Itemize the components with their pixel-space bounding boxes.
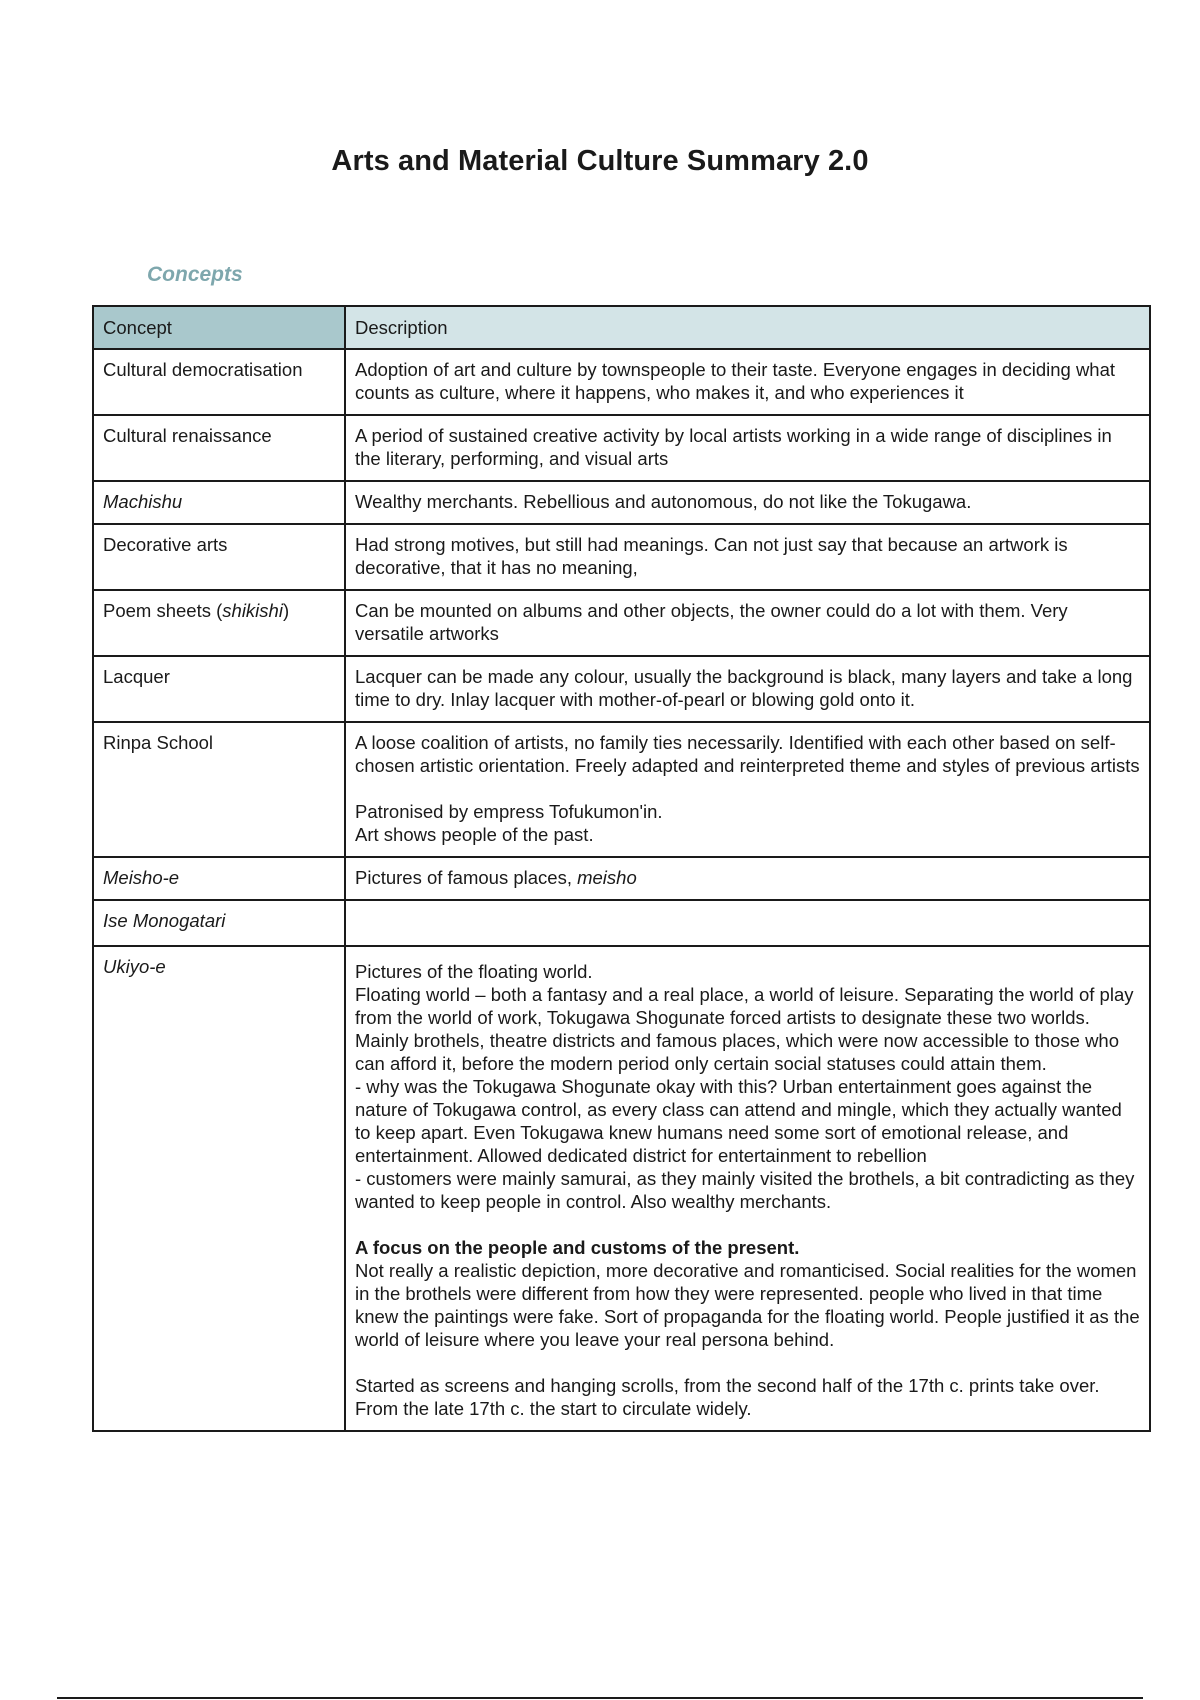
description-cell: A period of sustained creative activity by local artists working in a wide range of disciplines in the literary, performing, and visual arts: [345, 415, 1150, 481]
description-cell: Had strong motives, but still had meanings. Can not just say that because an artwork is decorative, that it has no meaning,: [345, 524, 1150, 590]
table-row: [93, 590, 1150, 656]
column-header-description: Description: [345, 306, 1150, 349]
description-paragraph: Patronised by empress Tofukumon'in.: [355, 801, 663, 822]
description-cell: [345, 722, 1150, 857]
table-row: [93, 656, 1150, 722]
description-cell: [345, 900, 1150, 946]
table-row: [93, 481, 1150, 524]
concept-cell: [93, 590, 345, 656]
concept-cell: Meisho-e: [93, 857, 345, 900]
description-cell: Adoption of art and culture by townspeople to their taste. Everyone engages in deciding what counts as culture, where it happens, who makes it, and who experiences it: [345, 349, 1150, 415]
concept-cell: Ukiyo-e: [93, 946, 345, 1431]
description-paragraph: Floating world – both a fantasy and a real place, a world of leisure. Separating the world of play from the world of work, Tokugawa Shogunate forced artists to designate these two worlds. Mainly brothels, theatre districts and famous places, which were now accessible to those who can afford it, before the modern period only certain social statuses could attain them.: [355, 984, 1134, 1074]
concept-cell: Rinpa School: [93, 722, 345, 857]
table-row: [93, 349, 1150, 415]
document-title: Arts and Material Culture Summary 2.0: [331, 145, 869, 177]
description-text: Pictures of famous places,: [355, 867, 578, 888]
table-row: [93, 524, 1150, 590]
section-heading-concepts: Concepts: [147, 263, 243, 286]
table-row: [93, 415, 1150, 481]
table-header-row: [93, 306, 1150, 349]
footer-divider: [57, 1697, 1143, 1699]
concept-cell: Lacquer: [93, 656, 345, 722]
description-cell: Can be mounted on albums and other objects, the owner could do a lot with them. Very versatile artworks: [345, 590, 1150, 656]
concept-text: ): [282, 600, 290, 621]
description-paragraph: Started as screens and hanging scrolls, from the second half of the 17th c. prints take over. From the late 17th c. the start to circulate widely.: [355, 1375, 1100, 1419]
concept-cell: Cultural renaissance: [93, 415, 345, 481]
description-paragraph: A loose coalition of artists, no family ties necessarily. Identified with each other based on self-chosen artistic orientation. Freely adapted and reinterpreted theme and styles of previous artists: [355, 732, 1140, 776]
description-paragraph: Art shows people of the past.: [355, 824, 594, 845]
table-row: [93, 900, 1150, 946]
concepts-table: [92, 305, 1151, 1432]
concept-cell: Cultural democratisation: [93, 349, 345, 415]
description-text-italic: meisho: [577, 867, 637, 888]
description-paragraph: - customers were mainly samurai, as they mainly visited the brothels, a bit contradicting as they wanted to keep people in control. Also wealthy merchants.: [355, 1168, 1135, 1212]
concept-cell: Ise Monogatari: [93, 900, 345, 946]
table-row: [93, 857, 1150, 900]
description-paragraph: Not really a realistic depiction, more decorative and romanticised. Social realities for the women in the brothels were different from how they were represented. people who lived in that time knew the paintings were fake. Sort of propaganda for the floating world. People justified it as the world of leisure where you leave your real persona behind.: [355, 1260, 1140, 1350]
description-paragraph: - why was the Tokugawa Shogunate okay with this? Urban entertainment goes against the nature of Tokugawa control, as every class can attend and mingle, which they actually wanted to keep apart. Even Tokugawa knew humans need some sort of emotional release, and entertainment. Allowed dedicated district for entertainment to rebellion: [355, 1076, 1122, 1166]
description-cell: Lacquer can be made any colour, usually the background is black, many layers and take a long time to dry. Inlay lacquer with mother-of-pearl or blowing gold onto it.: [345, 656, 1150, 722]
concept-text: Poem sheets (: [103, 600, 223, 621]
description-cell: Wealthy merchants. Rebellious and autonomous, do not like the Tokugawa.: [345, 481, 1150, 524]
description-cell: [345, 946, 1150, 1431]
concept-cell: Decorative arts: [93, 524, 345, 590]
description-paragraph: Pictures of the floating world.: [355, 961, 593, 982]
table-row: [93, 946, 1150, 1431]
description-cell: [345, 857, 1150, 900]
description-bold-heading: A focus on the people and customs of the present.: [355, 1237, 800, 1258]
table-row: [93, 722, 1150, 857]
concept-cell: Machishu: [93, 481, 345, 524]
concept-text-italic: shikishi: [222, 600, 283, 621]
column-header-concept: Concept: [93, 306, 345, 349]
